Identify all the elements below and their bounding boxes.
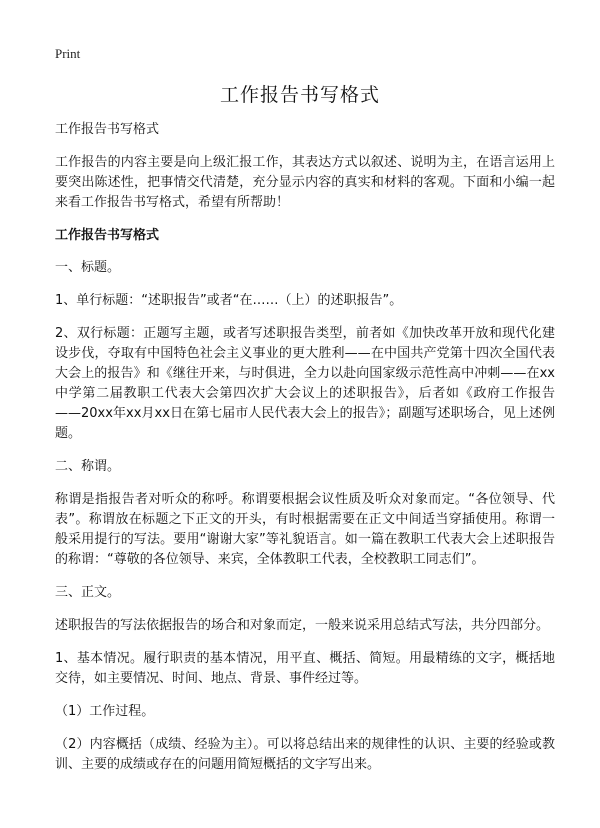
section-heading: 工作报告书写格式 [55, 228, 160, 243]
heading-title-section: 一、标题。 [55, 260, 121, 275]
single-line-title-paragraph: 1、单行标题：“述职报告”或者“在……（上）的述职报告”。 [55, 293, 403, 308]
page-title: 工作报告书写格式 [219, 84, 380, 106]
work-process-item: （1）工作过程。 [55, 704, 155, 719]
content-summary-paragraph: （2）内容概括（成绩、经验为主）。可以将总结出来的规律性的认识、主要的经验或教训、主要的成绩或存在的问题用简短概括的文字写出来。 [55, 737, 555, 772]
double-line-title-paragraph: 2、双行标题：正题写主题，或者写述职报告类型，前者如《加快改革开放和现代化建设步伐，夺取有中国特色社会主义事业的更大胜利——在中国共产党第十四次全国代表大会上的报告》和《继往开来，与时俱进，全力以赴向国家级示范性高中冲刺——在xx中学第二届教职工代表大会第四次扩大会议上的述职报告》，后者如《政府工作报告——20xx年xx月xx日在第七届市人民代表大会上的报告》；副题写述职场合，见上述例题。 [55, 326, 555, 441]
print-link[interactable]: Print [55, 46, 81, 61]
body-method-paragraph: 述职报告的写法依据报告的场合和对象而定，一般来说采用总结式写法，共分四部分。 [55, 618, 550, 633]
salutation-paragraph: 称谓是指报告者对听众的称呼。称谓要根据会议性质及听众对象而定。“各位领导、代表”。称谓放在标题之下正文的开头，有时根据需要在正文中间适当穿插使用。称谓一般采用提行的写法。要用“谢谢大家”等礼貌语言。如一篇在教职工代表大会上述职报告的称谓：“尊敬的各位领导、来宾，全体教职工代表，全校教职工同志们”。 [55, 492, 555, 567]
intro-paragraph: 工作报告的内容主要是向上级汇报工作，其表达方式以叙述、说明为主，在语言运用上要突出陈述性，把事情交代清楚，充分显示内容的真实和材料的客观。下面和小编一起来看工作报告书写格式，希望有所帮助！ [55, 155, 555, 210]
intro-label: 工作报告书写格式 [55, 122, 160, 137]
heading-salutation-section: 二、称谓。 [55, 459, 121, 474]
document-body [55, 120, 555, 788]
basic-situation-paragraph: 1、基本情况。履行职责的基本情况，用平直、概括、简短。用最精练的文字，概括地交待，如主要情况、时间、地点、背景、事件经过等。 [55, 651, 555, 686]
heading-body-section: 三、正文。 [55, 585, 121, 600]
